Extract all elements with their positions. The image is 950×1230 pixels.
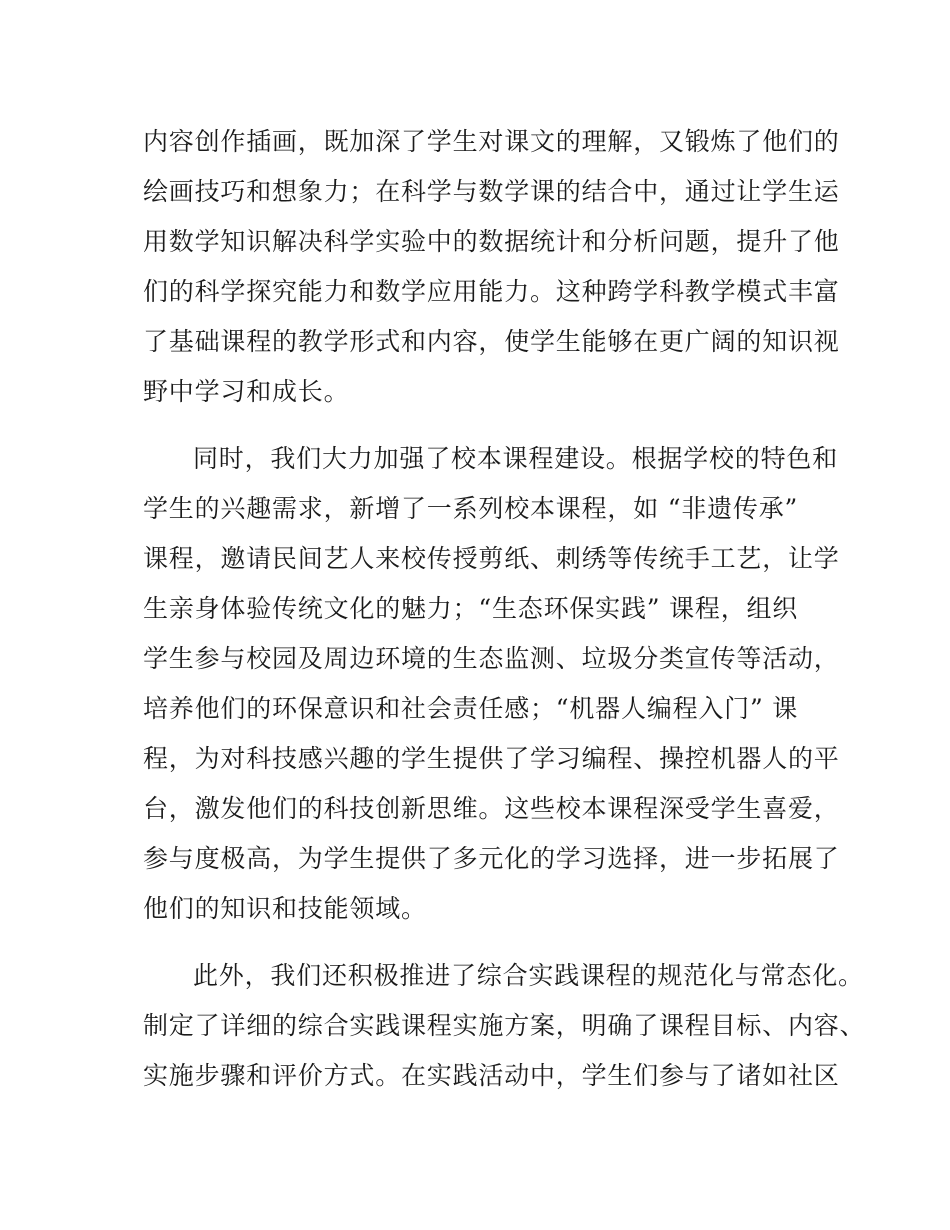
paragraph-line: 们的科学探究能力和数学应用能力。这种跨学科教学模式丰富 <box>143 277 840 306</box>
paragraph-line: 同时，我们大力加强了校本课程建设。根据学校的特色和 <box>193 444 839 473</box>
paragraph-line: 生亲身体验传统文化的魅力；“生态环保实践” 课程，组织 <box>143 594 799 623</box>
paragraph-line: 培养他们的环保意识和社会责任感；“机器人编程入门” 课 <box>143 694 799 723</box>
paragraph-line: 参与度极高，为学生提供了多元化的学习选择，进一步拓展了 <box>143 844 840 873</box>
paragraph-line: 制定了详细的综合实践课程实施方案，明确了课程目标、内容、 <box>143 1011 866 1040</box>
paragraph-line: 学生的兴趣需求，新增了一系列校本课程，如 “非遗传承” <box>143 494 799 523</box>
paragraph-line: 了基础课程的教学形式和内容，使学生能够在更广阔的知识视 <box>143 327 840 356</box>
paragraph-line: 学生参与校园及周边环境的生态监测、垃圾分类宣传等活动， <box>143 644 840 673</box>
paragraph-line: 绘画技巧和想象力；在科学与数学课的结合中，通过让学生运 <box>143 177 840 206</box>
paragraph-line: 台，激发他们的科技创新思维。这些校本课程深受学生喜爱， <box>143 794 840 823</box>
paragraph-line: 野中学习和成长。 <box>143 377 350 406</box>
paragraph-line: 用数学知识解决科学实验中的数据统计和分析问题，提升了他 <box>143 227 840 256</box>
paragraph-line: 他们的知识和技能领域。 <box>143 894 427 923</box>
paragraph-line: 程，为对科技感兴趣的学生提供了学习编程、操控机器人的平 <box>143 744 840 773</box>
paragraph-line: 课程，邀请民间艺人来校传授剪纸、刺绣等传统手工艺，让学 <box>143 544 840 573</box>
paragraph-line: 内容创作插画，既加深了学生对课文的理解，又锻炼了他们的 <box>143 127 840 156</box>
paragraph-line: 实施步骤和评价方式。在实践活动中，学生们参与了诸如社区 <box>143 1061 840 1090</box>
paragraph-line: 此外，我们还积极推进了综合实践课程的规范化与常态化。 <box>193 961 864 990</box>
